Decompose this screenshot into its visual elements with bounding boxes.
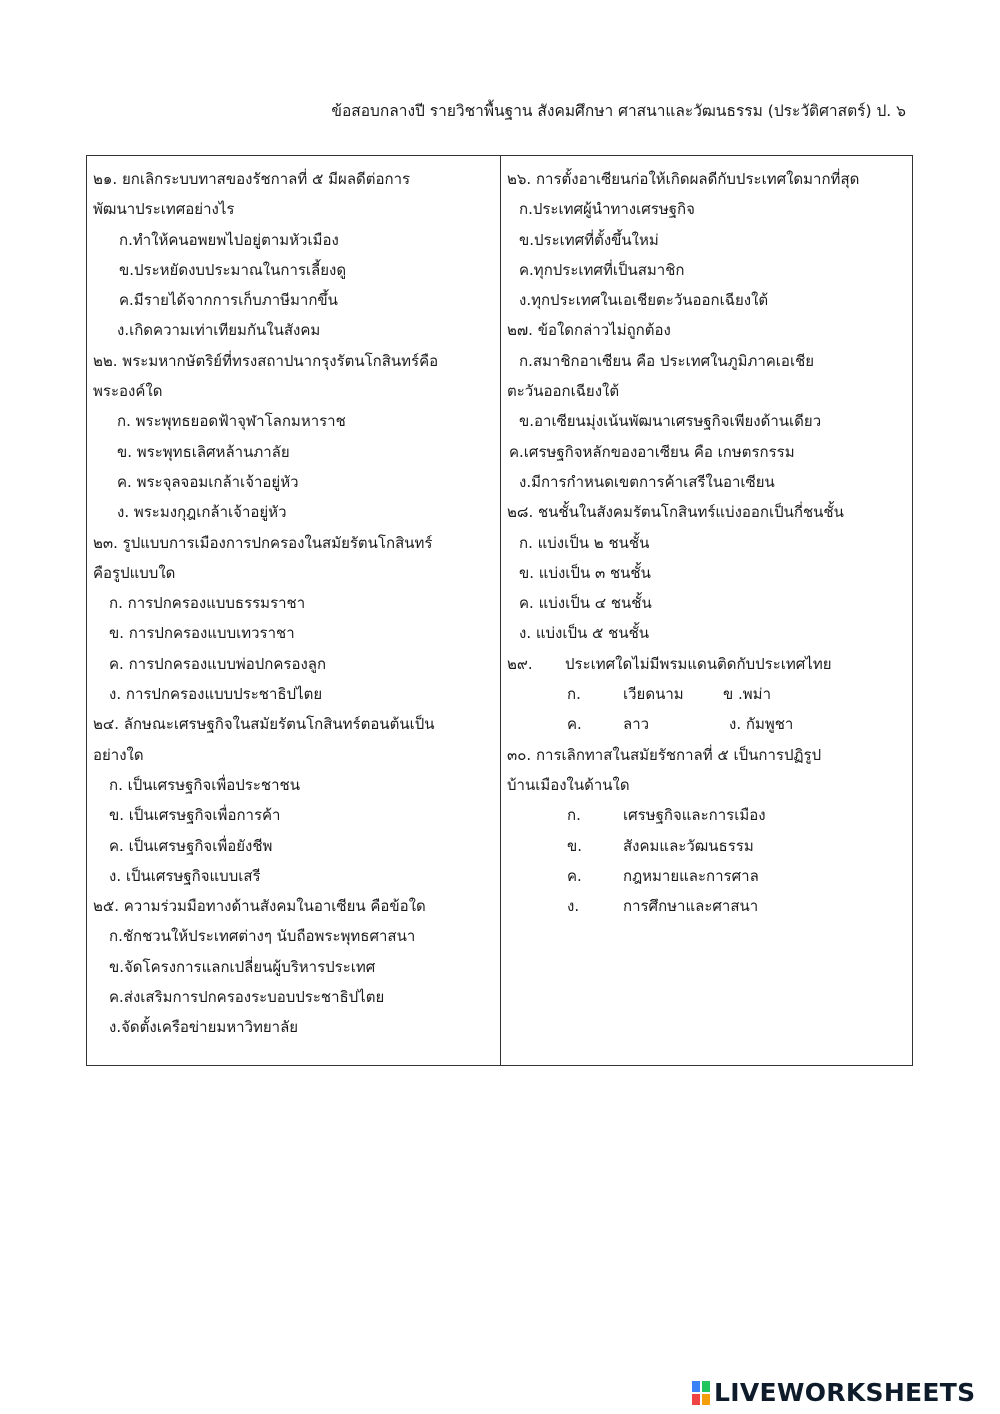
question-24: ๒๔. ลักษณะเศรษฐกิจในสมัยรัตนโกสินทร์ตอนต้นเป็น	[93, 715, 435, 734]
option-text: ลาว	[623, 715, 650, 734]
option: ค. เป็นเศรษฐกิจเพื่อยังชีพ	[109, 836, 273, 855]
option: ก.ทำให้คนอพยพไปอยู่ตามหัวเมือง	[119, 230, 339, 249]
option: ง. แบ่งเป็น ๕ ชนชั้น	[519, 624, 650, 643]
option-row	[507, 861, 909, 891]
option-letter: ง.	[567, 897, 580, 916]
question-26: ๒๖. การตั้งอาเซียนก่อให้เกิดผลดีกับประเทศใดมากที่สุด	[507, 170, 860, 188]
question-28: ๒๘. ชนชั้นในสังคมรัตนโกสินทร์แบ่งออกเป็นกี่ชนชั้น	[507, 503, 844, 522]
option: ข. แบ่งเป็น ๓ ชนชั้น	[519, 563, 651, 582]
question-text: ประเทศใดไม่มีพรมแดนติดกับประเทศไทย	[565, 654, 832, 673]
question-25: ๒๕. ความร่วมมือทางด้านสังคมในอาเซียน คือข้อใด	[93, 897, 426, 916]
option: ข. การปกครองแบบเทวราชา	[109, 624, 295, 643]
option: ก. แบ่งเป็น ๒ ชนชั้น	[519, 533, 650, 552]
option: ค. การปกครองแบบพ่อปกครองลูก	[109, 654, 327, 673]
option-letter: ค.	[567, 866, 582, 885]
option: ข. เป็นเศรษฐกิจเพื่อการค้า	[109, 806, 281, 825]
page-header: ข้อสอบกลางปี รายวิชาพื้นฐาน สังคมศึกษา ศาสนาและวัฒนธรรม (ประวัติศาสตร์) ป. ๖	[331, 102, 906, 120]
question-30: ๓๐. การเลิกทาสในสมัยรัชกาลที่ ๕ เป็นการปฏิรูป	[507, 745, 822, 764]
option: ข.อาเซียนมุ่งเน้นพัฒนาเศรษฐกิจเพียงด้านเดียว	[519, 412, 822, 431]
option: ค.ทุกประเทศที่เป็นสมาชิก	[519, 260, 685, 279]
option: ข.จัดโครงการแลกเปลี่ยนผู้บริหารประเทศ	[109, 957, 376, 976]
option: ง.จัดตั้งเครือข่ายมหาวิทยาลัย	[109, 1018, 299, 1037]
exam-question-table	[86, 155, 913, 1066]
option-letter: ก.	[567, 806, 581, 825]
option-text: กฎหมายและการศาล	[623, 866, 759, 885]
question-30-cont: บ้านเมืองในด้านใด	[507, 775, 630, 794]
option: ง.มีการกำหนดเขตการค้าเสรีในอาเซียน	[519, 472, 775, 491]
option-row	[507, 800, 909, 830]
option: ข.ประหยัดงบประมาณในการเลี้ยงดู	[119, 260, 347, 279]
option-row	[507, 831, 909, 861]
option-letter: ข.	[567, 836, 583, 855]
question-29	[507, 649, 909, 679]
option-cont: ตะวันออกเฉียงใต้	[507, 382, 620, 401]
column-divider	[500, 156, 501, 1065]
question-23: ๒๓. รูปแบบการเมืองการปกครองในสมัยรัตนโกสินทร์	[93, 533, 433, 552]
option-row	[507, 709, 909, 739]
option-row	[507, 679, 909, 709]
option: ก.ชักชวนให้ประเทศต่างๆ นับถือพระพุทธศาสนา	[109, 927, 416, 946]
option-letter: ค.	[567, 715, 582, 734]
option: ข. พระพุทธเลิศหล้านภาลัย	[117, 442, 290, 461]
option-text: เวียดนาม	[623, 685, 684, 704]
option-text: เศรษฐกิจและการเมือง	[623, 806, 766, 825]
question-22-cont: พระองค์ใด	[93, 382, 163, 401]
question-27: ๒๗. ข้อใดกล่าวไม่ถูกต้อง	[507, 321, 671, 340]
option-letter: ก.	[567, 685, 581, 704]
option: ก. การปกครองแบบธรรมราชา	[109, 594, 306, 613]
question-22: ๒๒. พระมหากษัตริย์ที่ทรงสถาปนากรุงรัตนโกสินทร์คือ	[93, 351, 439, 370]
question-24-cont: อย่างใด	[93, 745, 144, 764]
option: ก.ประเทศผู้นำทางเศรษฐกิจ	[519, 200, 695, 219]
left-column	[93, 164, 495, 1043]
option: ค.เศรษฐกิจหลักของอาเซียน คือ เกษตรกรรม	[509, 442, 795, 461]
logo-text: LIVEWORKSHEETS	[714, 1378, 976, 1407]
option-text: สังคมและวัฒนธรรม	[623, 836, 754, 855]
option-row	[507, 891, 909, 921]
option: ง.ทุกประเทศในเอเชียตะวันออกเฉียงใต้	[519, 291, 769, 310]
option: ง.เกิดความเท่าเทียมกันในสังคม	[117, 321, 321, 340]
option: ค.ส่งเสริมการปกครองระบอบประชาธิปไตย	[109, 988, 385, 1007]
option: ค. แบ่งเป็น ๔ ชนชั้น	[519, 594, 652, 613]
question-21: ๒๑. ยกเลิกระบบทาสของรัชกาลที่ ๕ มีผลดีต่อการ	[93, 170, 411, 188]
right-column	[507, 164, 909, 921]
option: ง. พระมงกุฎเกล้าเจ้าอยู่หัว	[117, 503, 287, 522]
option-text: ข .พม่า	[723, 685, 771, 704]
option: ก. พระพุทธยอดฟ้าจุฬาโลกมหาราช	[117, 412, 346, 431]
option: ก.สมาชิกอาเซียน คือ ประเทศในภูมิภาคเอเชีย	[519, 351, 815, 370]
option: ค. พระจุลจอมเกล้าเจ้าอยู่หัว	[117, 472, 299, 491]
option-text: การศึกษาและศาสนา	[623, 897, 759, 916]
question-23-cont: คือรูปแบบใด	[93, 563, 176, 582]
liveworksheets-mark-icon	[692, 1381, 710, 1405]
question-21-cont: พัฒนาประเทศอย่างไร	[93, 200, 235, 219]
option: ค.มีรายได้จากการเก็บภาษีมากขึ้น	[119, 291, 338, 310]
option: ข.ประเทศที่ตั้งขึ้นใหม่	[519, 230, 659, 249]
question-number: ๒๙.	[507, 654, 533, 673]
option: ก. เป็นเศรษฐกิจเพื่อประชาชน	[109, 775, 300, 794]
option: ง. การปกครองแบบประชาธิปไตย	[109, 685, 323, 704]
option: ง. เป็นเศรษฐกิจแบบเสรี	[109, 866, 261, 885]
liveworksheets-logo[interactable]	[692, 1378, 975, 1407]
option-text: ง. กัมพูชา	[729, 715, 794, 734]
